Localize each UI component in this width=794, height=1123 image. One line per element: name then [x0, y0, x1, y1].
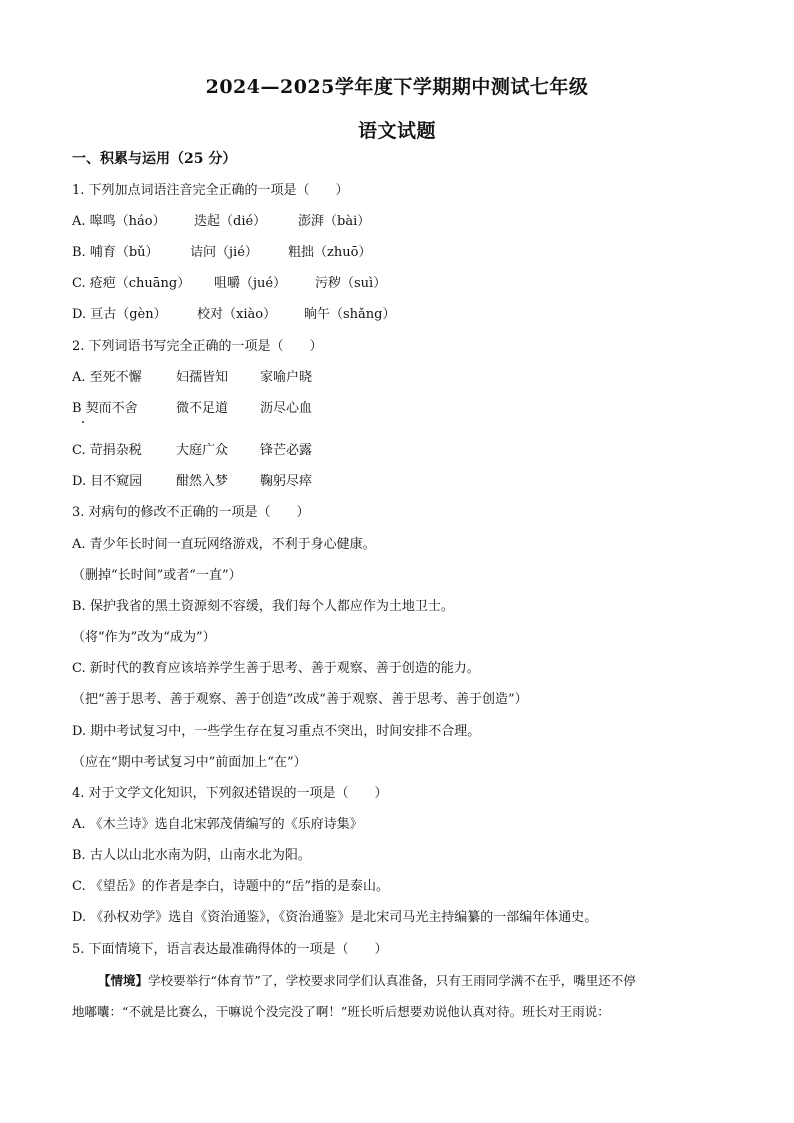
q2-option-a: [72, 369, 312, 387]
q3-option-a: A. 青少年长时间一直玩网络游戏，不利于身心健康。: [72, 537, 376, 552]
q5-scenario-line-2: 地嘟囔：“不就是比赛么，干嘛说个没完没了啊！”班长听后想要劝说他认真对待。班长对王雨说：: [72, 1004, 610, 1019]
q1-option-a: [72, 213, 370, 231]
q1-b-1: B. 哺育（bǔ）: [72, 245, 159, 260]
q1-d-3: 晌午（shǎng）: [304, 307, 396, 322]
q4-option-c: C. 《望岳》的作者是李白，诗题中的“岳”指的是泰山。: [72, 879, 390, 894]
q2-b-2: 微不足道: [176, 401, 229, 416]
exam-title: 2024—2025学年度下学期期中测试七年级: [205, 76, 589, 98]
q5-stem: 5. 下面情境下，语言表达最准确得体的一项是（ ）: [72, 942, 388, 957]
q2-b-3: 沥尽心血: [260, 401, 313, 416]
q2-stem: 2. 下列词语书写完全正确的一项是（ ）: [72, 339, 323, 354]
q5-scenario: [72, 972, 722, 1021]
q3-option-b-fix: （将“作为”改为“成为”）: [72, 630, 216, 645]
q2-option-d: [72, 473, 312, 491]
q3-option-b: B. 保护我省的黑土资源刻不容缓，我们每个人都应作为土地卫士。: [72, 599, 454, 614]
q1-b-2: 诘问（jié）: [190, 245, 258, 260]
q5-scenario-text-1: 学校要举行“体育节”了，学校要求同学们认真准备，只有王雨同学满不在乎，嘴里还不停: [148, 973, 636, 988]
q3-option-d-fix: （应在“期中考试复习中”前面加上“在”）: [72, 755, 307, 770]
q3-option-d: D. 期中考试复习中，一些学生存在复习重点不突出，时间安排不合理。: [72, 724, 481, 739]
q2-b-1: B 契而不舍: [72, 401, 138, 416]
q2-option-c: [72, 442, 312, 460]
q2-d-2: 酣然入梦: [176, 474, 229, 489]
q1-c-3: 污秽（suì）: [315, 276, 387, 291]
q1-option-d: [72, 306, 396, 324]
q1-a-2: 迭起（dié）: [194, 214, 267, 229]
q2-a-3: 家喻户晓: [260, 370, 313, 385]
q4-option-d: D. 《孙权劝学》选自《资治通鉴》，《资治通鉴》是北宋司马光主持编纂的一部编年体通史。: [72, 910, 598, 925]
q1-d-2: 校对（xiào）: [197, 307, 277, 322]
q1-c-1: C. 疮疤（chuāng）: [72, 276, 191, 291]
q3-option-a-fix: （删掉“长时间”或者“一直”）: [72, 568, 242, 583]
q2-c-1: C. 苛捐杂税: [72, 443, 142, 458]
q2-d-3: 鞠躬尽瘁: [260, 474, 313, 489]
q1-a-1: A. 嗥鸣（háo）: [72, 214, 166, 229]
q1-c-2: 咀嚼（jué）: [214, 276, 287, 291]
q2-c-3: 锋芒必露: [260, 443, 313, 458]
q3-option-c-fix: （把“善于思考、善于观察、善于创造”改成“善于观察、善于思考、善于创造”）: [72, 692, 528, 707]
q4-option-a: A. 《木兰诗》选自北宋郭茂倩编写的《乐府诗集》: [72, 817, 363, 832]
q4-option-b: B. 古人以山北水南为阴，山南水北为阳。: [72, 848, 311, 863]
q1-b-3: 粗拙（zhuō）: [288, 245, 372, 260]
section-heading: 一、积累与运用（25 分）: [72, 151, 237, 167]
q1-option-c: [72, 275, 386, 293]
q3-stem: 3. 对病句的修改不正确的一项是（ ）: [72, 505, 310, 520]
q2-a-2: 妇孺皆知: [176, 370, 229, 385]
stray-dot: [82, 421, 84, 423]
q2-option-b: [72, 400, 312, 418]
q4-stem: 4. 对于文学文化知识，下列叙述错误的一项是（ ）: [72, 786, 388, 801]
q2-c-2: 大庭广众: [176, 443, 229, 458]
q1-d-1: D. 亘古（gèn）: [72, 307, 167, 322]
q3-option-c: C. 新时代的教育应该培养学生善于思考、善于观察、善于创造的能力。: [72, 661, 480, 676]
q2-d-1: D. 目不窥园: [72, 474, 143, 489]
q2-a-1: A. 至死不懈: [72, 370, 142, 385]
q5-scenario-tag: 【情境】: [98, 973, 149, 988]
q1-option-b: [72, 244, 371, 262]
q1-stem: 1. 下列加点词语注音完全正确的一项是（ ）: [72, 183, 349, 198]
q1-a-3: 澎湃（bài）: [298, 214, 371, 229]
exam-subtitle: 语文试题: [357, 120, 436, 142]
q5-scenario-line-1: [72, 972, 722, 990]
